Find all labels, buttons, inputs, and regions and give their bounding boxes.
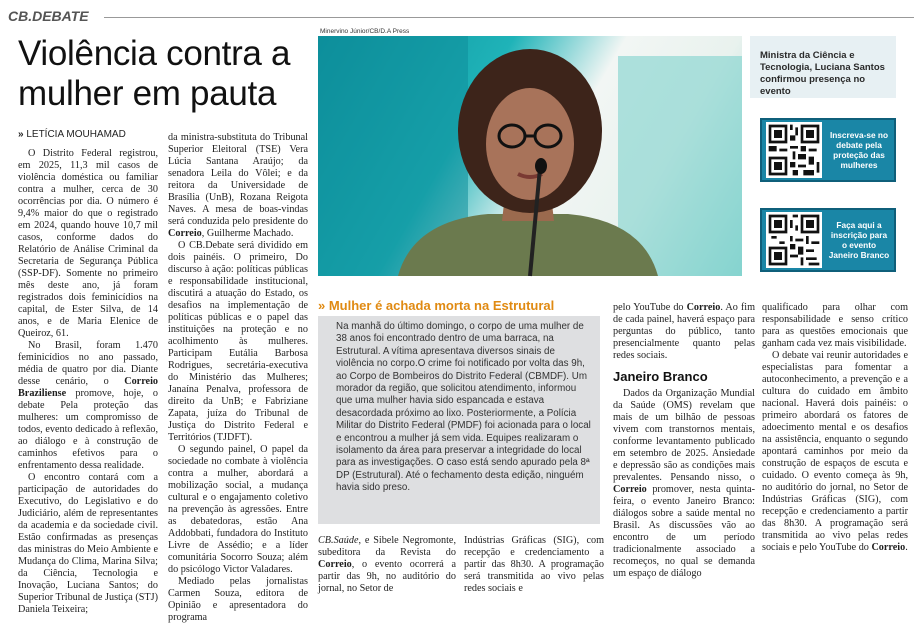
newspaper-name: Correio	[613, 484, 647, 495]
paragraph: CB.Saúde, e Sibele Negromonte, subeditora da Revista do Correio, o evento ocorrerá a partir das 9h, no auditório do jornal, no Setor de	[318, 535, 456, 594]
newspaper-name: Correio	[168, 228, 202, 239]
qr-box-debate[interactable]	[760, 118, 896, 182]
section-rule	[104, 17, 914, 18]
paragraph: Dados da Organização Mundial da Saúde (OMS) revelam que mais de um bilhão de pessoas vivem com transtornos mentais, conforme levantamento publicado em setembro de 2025. Ansiedade e depressão são as condições mais prevalentes. Pensando nisso, o Correio promover, nesta quinta-feira, o evento Janeiro Branco: diálogos sobre a saúde mental no Brasil. As discussões vão ao encontro de um período tradicionalmente associado a recomeços, no qual se demanda um espaço de diálogo	[613, 388, 755, 579]
article-column-bottom-2	[464, 535, 604, 595]
byline-author: LETÍCIA MOUHAMAD	[26, 129, 126, 140]
byline	[18, 129, 126, 140]
headline: Violência contra a mulher em pauta	[18, 34, 291, 113]
article-column-3	[613, 302, 755, 580]
paragraph: O segundo painel, O papel da sociedade no combate à violência contra a mulher, abordará a mobilização social, a mudança cultural e o engajamento coletivo na prevenção às agressões. Entre as debatedoras, estão Ana Addobbati, fundadora do Instituto Livre de Assédio; e a líder comunitária Socorro Souza; além do psicólogo Victor Valadares.	[168, 444, 308, 575]
qr-text: Inscreva-se no debate pela proteção das mulheres	[829, 130, 889, 170]
qr-text: Faça aqui a inscrição para o evento Janeiro Branco	[828, 220, 890, 260]
paragraph: O CB.Debate será dividido em dois painéis. O primeiro, Do discurso à ação: políticas públicas e responsabilidade institucional, discutirá a atuação do Estado, os desafios na implementação de políticas públicas e o papel das instituições na proteção e no acolhimento às mulheres. Participam Eutália Barbosa Rodrigues, secretária-executiva do Ministério das Mulheres; Janaína Penalva, professora de direito da UnB; e Fabriziane Zapata, juíza do Tribunal de Justiça do Distrito Federal e Territórios (TJDFT).	[168, 240, 308, 443]
qr-code-icon[interactable]	[766, 212, 822, 268]
newspaper-name: Correio	[686, 302, 721, 313]
qr-box-janeiro-branco[interactable]	[760, 208, 896, 272]
article-column-1	[18, 148, 158, 616]
paragraph: Mediado pelas jornalistas Carmen Souza, editora de Opinião e apresentadora do programa	[168, 576, 308, 623]
photo-caption: Ministra da Ciência e Tecnologia, Luciana Santos confirmou presença no evento	[750, 36, 896, 98]
paragraph: O Distrito Federal registrou, em 2025, 11,3 mil casos de violência doméstica ou familiar contra a mulher, cerca de 30 ocorrências por dia. O número é 9,4% maior do que o registrado em 2024, quando houve 10,7 mil casos, conforme dados do Relatório de Análise Criminal da Secretaria de Segurança Pública (SSP-DF). Somente no primeiro mês deste ano, já foram registrados dois feminicídios na capital, de Ester Silva, de 14 anos, e de Maria Elenice de Queiroz, 61.	[18, 148, 158, 339]
subheading: Janeiro Branco	[613, 369, 708, 384]
paragraph: No Brasil, foram 1.470 feminicídios no ano passado, média de quatro por dia. Diante desse cenário, o Correio Braziliense promove, hoje, o debate Pela proteção das mulheres: um compromisso de todos, evento dedicado à reflexão, ao diálogo e à construção de caminhos efetivos para o enfrentamento dessa realidade.	[18, 340, 158, 471]
section-label: CB.DEBATE	[8, 8, 89, 24]
sidebar-title: » Mulher é achada morta na Estrutural	[318, 298, 555, 313]
paragraph: qualificado para olhar com responsabilidade e senso crítico para as questões emocionais que ganham cada vez mais visibilidade.	[762, 302, 908, 349]
newspaper-name: Correio	[871, 542, 906, 553]
program-name: CB.Saúde	[318, 535, 359, 546]
paragraph: O encontro contará com a participação de autoridades do Executivo, do Legislativo e do Judiciário, além de representantes da academia e da sociedade civil. Estão confirmadas as presenças das ministras do Meio Ambiente e Mudança do Clima, Marina Silva; da Ciência, Tecnologia e Inovação, Luciana Santos; do Superior Tribunal de Justiça (STJ) Daniela Teixeira;	[18, 472, 158, 615]
article-column-2	[168, 132, 308, 624]
newspaper-name: Correio	[318, 559, 352, 570]
byline-mark: »	[18, 129, 24, 140]
newspaper-name: Correio Braziliense	[18, 376, 158, 399]
article-column-4	[762, 302, 908, 554]
qr-code-icon[interactable]	[766, 122, 822, 178]
article-column-bottom-1	[318, 535, 456, 595]
sidebar-box: Na manhã do último domingo, o corpo de uma mulher de 38 anos foi encontrado dentro de uma barraca, na Estrutural. A vítima apresentava diversos sinais de violência no corpo.O crime foi notificado por volta das 9h, ao Corpo de Bombeiros do Distrito Federal (CBMDF). Um morador da região, que solicitou atendimento, informou que uma mulher havia sido espancada e estava desacordada próximo ao lixo. Posteriormente, a Polícia Militar do Distrito Federal (PMDF) foi acionada para o local e encontrou a mulher já sem vida. Equipes realizaram o isolamento da área para preservar a integridade do local para as investigações. O caso está sendo apurado pela 8ª DP (Estrutural). Até o fechamento desta edição, ninguém havia sido preso.	[318, 316, 600, 524]
photo-credit: Minervino Júnior/CB/D.A Press	[320, 28, 410, 35]
speaker-illustration	[318, 36, 742, 276]
paragraph: pelo YouTube do Correio. Ao fim de cada painel, haverá espaço para perguntas do público, tanto presencialmente quanto pelas redes sociais.	[613, 302, 756, 361]
paragraph: Indústrias Gráficas (SIG), com recepção e credenciamento a partir das 8h30. A programação será transmitida ao vivo pelas redes sociais e	[464, 535, 604, 594]
paragraph: da ministra-substituta do Tribunal Superior Eleitoral (TSE) Vera Lúcia Santana Araújo; da senadora Leila do Vôlei; e da reitora da Universidade de Brasília (UnB), Rozana Reigota Naves. A mesa de boas-vindas será conduzida pelo presidente do Correio, Guilherme Machado.	[168, 132, 308, 239]
paragraph: O debate vai reunir autoridades e especialistas para fomentar a autoconhecimento, a prevenção e a cultura do cuidado em âmbito nacional. Haverá dois painéis: o primeiro abordará os fatores de adoecimento mental e os desafios na assistência, enquanto o segundo apontará caminhos por meio da construção de espaços de escuta e cuidado. O evento começa às 9h, no auditório do jornal, no Setor de Indústrias Gráficas (SIG), com recepção e credenciamento a partir das 8h30. A programação será transmitida ao vivo pelas redes sociais e pelo YouTube do Correio.	[762, 350, 908, 553]
speaker-photo	[318, 36, 742, 276]
